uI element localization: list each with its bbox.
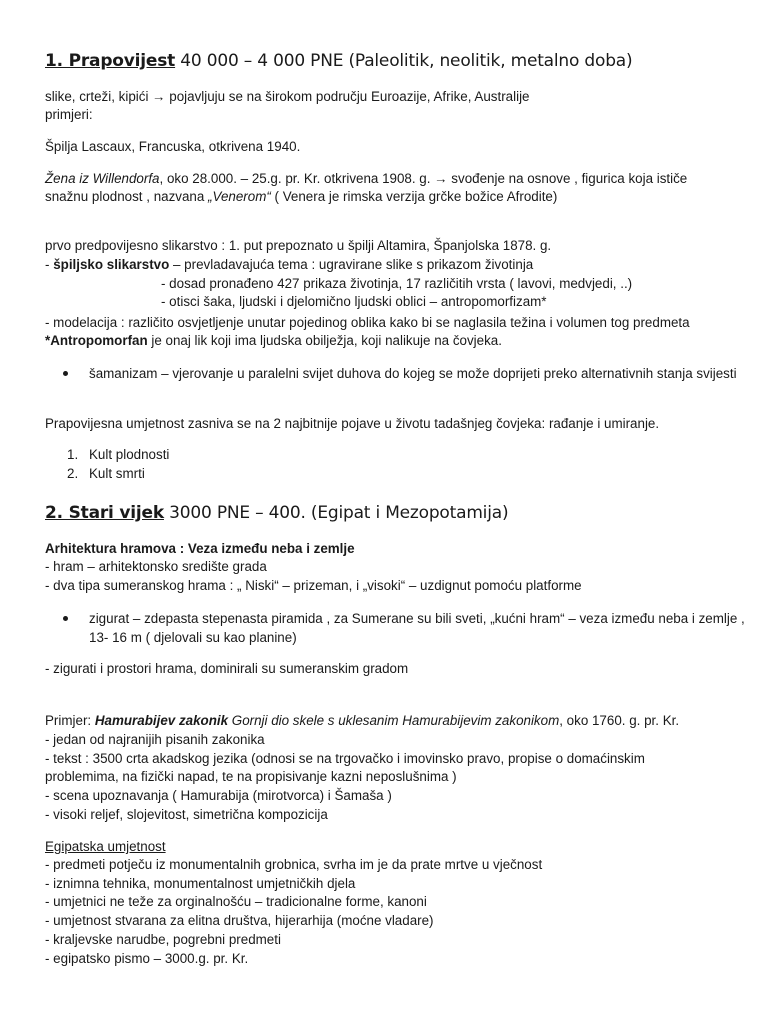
antropomorfan-rest: je onaj lik koji ima ljudska obilježja, koji nalikuje na čovjeka. (147, 333, 502, 348)
ham-line: - jedan od najranijih pisanih zakonika (45, 732, 265, 747)
line-prapovijesna: Prapovijesna umjetnost zasniva se na 2 najbitnije pojave u životu tadašnjeg čovjeka: rađanje i umiranje. (45, 416, 660, 431)
antropomorfan-bold: *Antropomorfan (45, 333, 148, 348)
zena-text-2b: ( Venera je rimska verzija grčke božice Afrodite) (270, 189, 558, 204)
list-item: Kult plodnosti (89, 447, 170, 462)
line-dva-tipa: - dva tipa sumeranskog hrama : „ Niski“ – prizeman, i „visoki“ – uzdignut pomoću platforme (45, 578, 582, 593)
line-sub-2: - otisci šaka, ljudski i djelomično ljudski oblici – antropomorfizam* (161, 294, 547, 309)
line-zena-1 (45, 170, 687, 189)
zena-title: Žena iz Willendorfa (45, 171, 160, 186)
line-lascaux: Špilja Lascaux, Francuska, otkrivena 1940. (45, 139, 301, 154)
line-primjeri: primjeri: (45, 107, 93, 122)
spiljsko-rest: – prevladavajuća tema : ugravirane slike s prikazom životinja (169, 257, 534, 272)
bullet-dot (63, 610, 71, 618)
primjer-bold: Hamurabijev zakonik (94, 713, 229, 728)
line-primjer (45, 712, 679, 731)
egip-line: - kraljevske narudbe, pogrebni predmeti (45, 932, 281, 947)
egip-line: - umjetnost stvarana za elitna društva, hijerarhija (moćne vladare) (45, 913, 434, 928)
zena-text-1: , oko 28.000. – 25.g. pr. Kr. otkrivena 1908. g. → svođenje na osnove , figurica koja ističe (159, 171, 688, 186)
primjer-italic: Gornji dio skele s uklesanim Hamurabijevim zakonikom (228, 713, 560, 728)
spiljsko-prefix: - (45, 257, 54, 272)
line-spiljsko (45, 256, 533, 275)
egip-line: - predmeti potječu iz monumentalnih grobnica, svrha im je da prate mrtve u vječnost (45, 857, 543, 872)
section-1-title-rest: 40 000 – 4 000 PNE (Paleolitik, neolitik, metalno doba) (175, 51, 633, 71)
line-modelacija: - modelacija : različito osvjetljenje unutar pojedinog oblika kako bi se naglasila težina i volumen tog predmeta (45, 315, 690, 330)
line-hram: - hram – arhitektonsko središte grada (45, 559, 267, 574)
line-slike: slike, crteži, kipići → pojavljuju se na širokom području Euroazije, Afrike, Australije (45, 89, 530, 104)
list-item: Kult smrti (89, 466, 145, 481)
arhitektura-heading: Arhitektura hramova : Veza između neba i zemlje (45, 541, 355, 556)
section-2-title-number: 2. Stari vijek (45, 503, 164, 523)
line-zigurati: - zigurati i prostori hrama, dominirali su sumeranskim gradom (45, 661, 409, 676)
section-2-heading (45, 502, 508, 524)
primjer-rest: , oko 1760. g. pr. Kr. (559, 713, 680, 728)
ham-line: - scena upoznavanja ( Hamurabija (mirotvorca) i Šamaša ) (45, 788, 392, 803)
egip-line: - umjetnici ne teže za orginalnošću – tradicionalne forme, kanoni (45, 894, 427, 909)
zena-text-2a: snažnu plodnost , nazvana (45, 189, 209, 204)
bullet-dot (63, 365, 71, 373)
egip-line: - iznimna tehnika, monumentalnost umjetničkih djela (45, 876, 356, 891)
egip-line: - egipatsko pismo – 3000.g. pr. Kr. (45, 951, 249, 966)
zena-venerom: „Venerom“ (208, 189, 271, 204)
ham-line: - visoki reljef, slojevitost, simetrična kompozicija (45, 807, 328, 822)
bullet-zigurat: zigurat – zdepasta stepenasta piramida , za Sumerane su bili sveti, „kućni hram“ – veza između neba i zemlje , 13- 16 m ( djelovali su kao planine) (89, 611, 745, 645)
spiljsko-bold: špiljsko slikarstvo (53, 257, 170, 272)
line-sub-1: - dosad pronađeno 427 prikaza životinja, 17 različitih vrsta ( lavovi, medvjedi, ..) (161, 276, 633, 291)
ham-line: problemima, na fizički napad, te na propisivanje kazni neposlušnima ) (45, 769, 457, 784)
line-antropomorfan (45, 332, 502, 351)
bullet-samanizam: šamanizam – vjerovanje u paralelni svijet duhova do kojeg se može doprijeti preko alternativnih stanja svijesti (89, 366, 737, 381)
line-prvo-slikarstvo: prvo predpovijesno slikarstvo : 1. put prepoznato u špilji Altamira, Španjolska 1878. g. (45, 238, 552, 253)
primjer-prefix: Primjer: (45, 713, 95, 728)
section-1-heading (45, 50, 632, 72)
section-2-title-rest: 3000 PNE – 400. (Egipat i Mezopotamija) (163, 503, 509, 523)
list-number: 1. (67, 447, 79, 462)
line-zena-2 (45, 188, 557, 207)
section-1-title-number: 1. Prapovijest (45, 51, 176, 71)
list-number: 2. (67, 466, 79, 481)
egipatska-heading: Egipatska umjetnost (45, 839, 166, 854)
ham-line: - tekst : 3500 crta akadskog jezika (odnosi se na trgovačko i imovinsko pravo, propise o domaćinskim (45, 751, 645, 766)
